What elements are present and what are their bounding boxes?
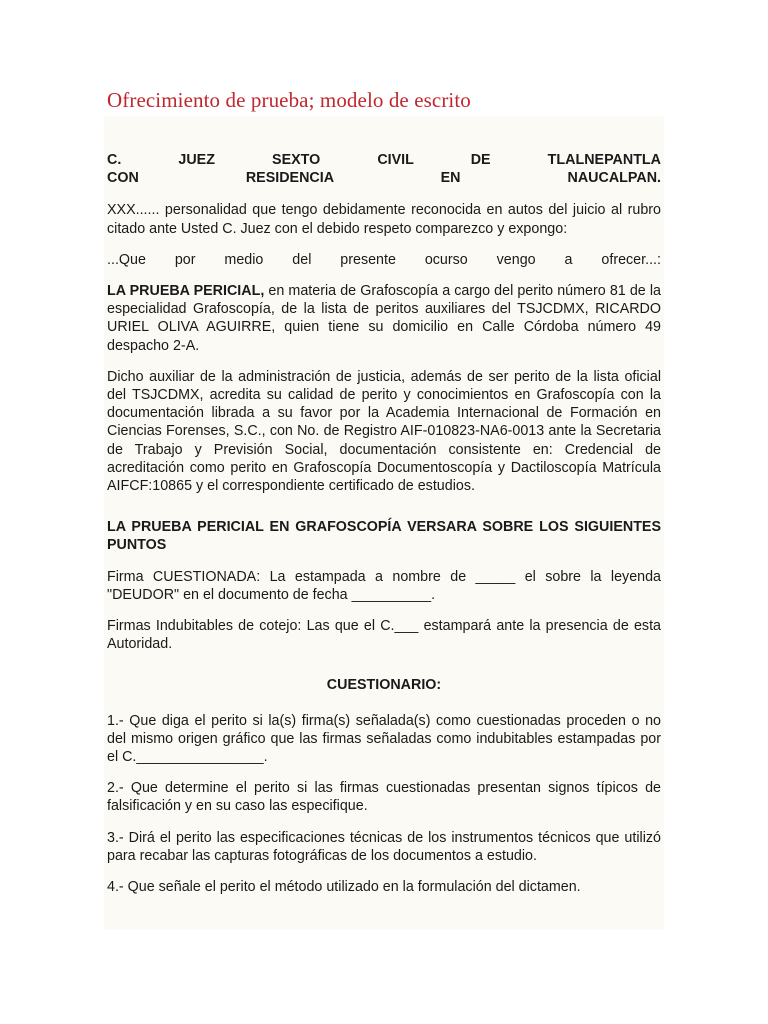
addressee-line-2: CON RESIDENCIA EN NAUCALPAN. <box>107 170 661 187</box>
intro-paragraph: XXX...... personalidad que tengo debidamente reconocida en autos del juicio al rubro citado ante Usted C. Juez con el debido respeto comparezco y expongo: <box>107 202 661 237</box>
expert-paragraph <box>107 282 661 355</box>
questionnaire-title: CUESTIONARIO: <box>326 677 442 694</box>
offer-paragraph: ...Que por medio del presente ocurso vengo a ofrecer...: <box>107 251 661 268</box>
addressee-line-1: C. JUEZ SEXTO CIVIL DE TLALNEPANTLA <box>107 152 661 168</box>
question-4: 4.- Que señale el perito el método utilizado en la formulación del dictamen. <box>107 879 581 896</box>
indubitable-signatures-paragraph: Firmas Indubitables de cotejo: Las que el C.___ estampará ante la presencia de esta Autoridad. <box>107 618 661 653</box>
question-1: 1.- Que diga el perito si la(s) firma(s) señalada(s) como cuestionadas proceden o no del mismo origen gráfico que las firmas señaladas como indubitables estampadas por el C.________________. <box>107 712 661 766</box>
question-3: 3.- Dirá el perito las especificaciones técnicas de los instrumentos técnicos que utilizó para recabar las capturas fotográficas de los documentos a estudio. <box>107 829 661 864</box>
points-heading: LA PRUEBA PERICIAL EN GRAFOSCOPÍA VERSARA SOBRE LOS SIGUIENTES PUNTOS <box>107 519 661 554</box>
addressee <box>107 151 661 187</box>
expert-paragraph-text: en materia de Grafoscopía a cargo del perito número 81 de la especialidad Grafoscopía, de la lista de peritos auxiliares del TSJCDMX, RICARDO URIEL OLIVA AGUIRRE, quien tiene su domicilio en Calle Córdoba número 49 despacho 2-A. <box>107 283 661 354</box>
expert-paragraph-bold: LA PRUEBA PERICIAL, <box>107 283 265 300</box>
credentials-paragraph: Dicho auxiliar de la administración de justicia, además de ser perito de la lista oficial del TSJCDMX, acredita su calidad de perito y conocimientos en Grafoscopía con la documentación librada a su favor por la Academia Internacional de Formación en Ciencias Forenses, S.C., con No. de Registro AIF-010823-NA6-0013 ante la Secretaria de Trabajo y Previsión Social, documentación consistente en: Credencial de acreditación como perito en Grafoscopía Documentoscopía y Dactiloscopía Matrícula AIFCF:10865 y el correspondiente certificado de estudios. <box>107 368 661 495</box>
questioned-signature-paragraph: Firma CUESTIONADA: La estampada a nombre de _____ el sobre la leyenda "DEUDOR" en el documento de fecha __________. <box>107 568 661 603</box>
question-2: 2.- Que determine el perito si las firmas cuestionadas presentan signos típicos de falsificación y en su caso las especifique. <box>107 780 661 815</box>
page-title: Ofrecimiento de prueba; modelo de escrito <box>107 88 471 112</box>
document-body <box>104 116 664 930</box>
